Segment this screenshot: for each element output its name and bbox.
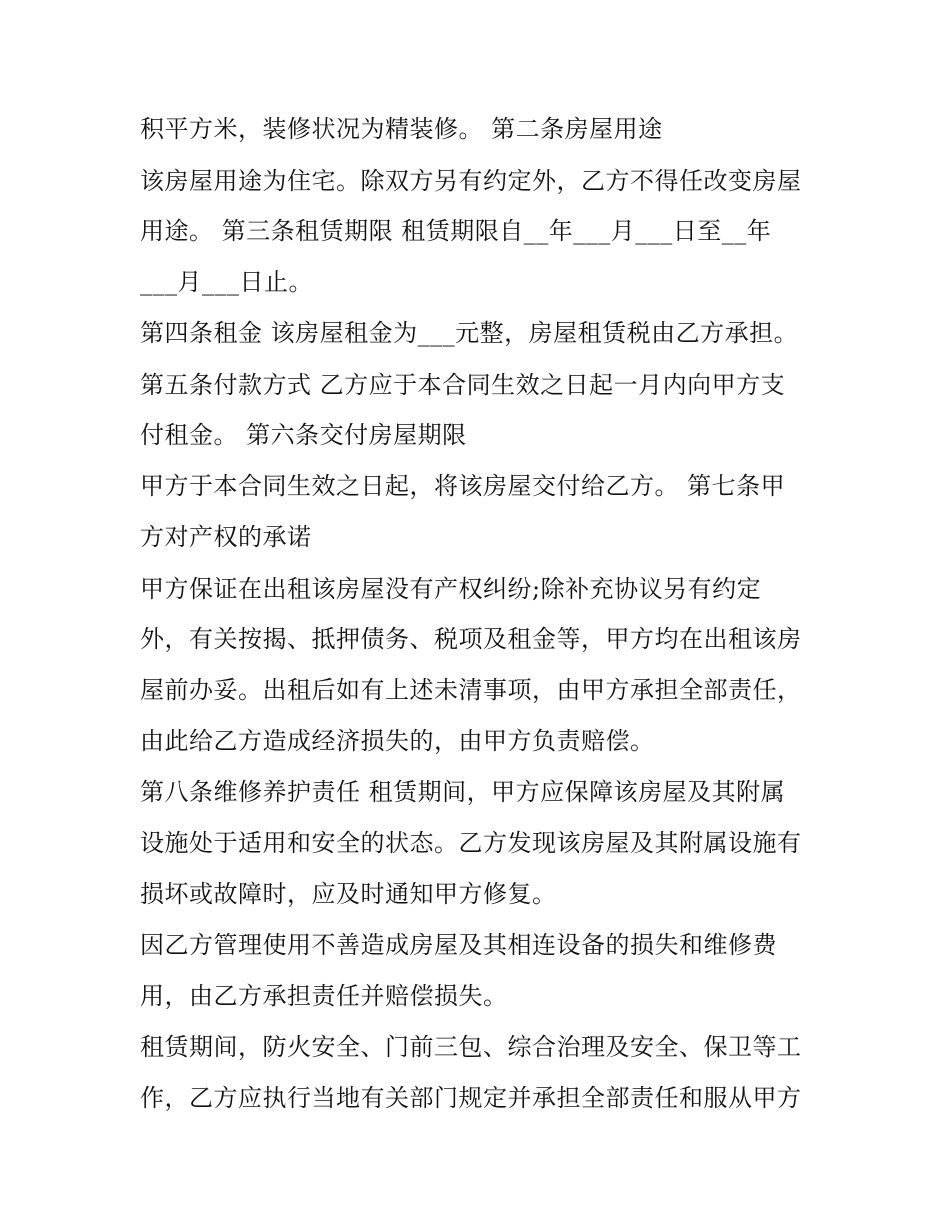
text-line: 甲方于本合同生效之日起，将该房屋交付给乙方。 第七条甲 bbox=[140, 472, 786, 500]
text-line: 损坏或故障时，应及时通知甲方修复。 bbox=[140, 880, 557, 908]
text-line: 该房屋用途为住宅。除双方另有约定外，乙方不得任改变房屋 bbox=[140, 167, 802, 195]
text-line: 屋前办妥。出租后如有上述未清事项，由甲方承担全部责任， bbox=[140, 676, 802, 704]
text-line: 由此给乙方造成经济损失的，由甲方负责赔偿。 bbox=[140, 727, 655, 755]
text-line: 第五条付款方式 乙方应于本合同生效之日起一月内向甲方支 bbox=[140, 371, 786, 399]
text-line: 用，由乙方承担责任并赔偿损失。 bbox=[140, 982, 508, 1010]
text-line: 租赁期间，防火安全、门前三包、综合治理及安全、保卫等工 bbox=[140, 1033, 802, 1061]
text-line: 因乙方管理使用不善造成房屋及其相连设备的损失和维修费 bbox=[140, 931, 777, 959]
text-line: 第四条租金 该房屋租金为___元整，房屋租赁税由乙方承担。 bbox=[140, 319, 799, 347]
text-line: 甲方保证在出租该房屋没有产权纠纷;除补充协议另有约定 bbox=[140, 575, 762, 603]
text-line: 用途。 第三条租赁期限 租赁期限自__年___月___日至__年 bbox=[140, 217, 772, 245]
text-line: 作，乙方应执行当地有关部门规定并承担全部责任和服从甲方 bbox=[140, 1084, 802, 1112]
text-line: 付租金。 第六条交付房屋期限 bbox=[140, 421, 467, 449]
text-line: 设施处于适用和安全的状态。乙方发现该房屋及其附属设施有 bbox=[140, 829, 802, 857]
text-line: 积平方米，装修状况为精装修。 第二条房屋用途 bbox=[140, 115, 663, 143]
text-line: 外，有关按揭、抵押债务、税项及租金等，甲方均在出租该房 bbox=[140, 625, 802, 653]
text-line: ___月___日止。 bbox=[140, 268, 313, 296]
text-line: 方对产权的承诺 bbox=[140, 523, 312, 551]
text-line: 第八条维修养护责任 租赁期间，甲方应保障该房屋及其附属 bbox=[140, 778, 786, 806]
